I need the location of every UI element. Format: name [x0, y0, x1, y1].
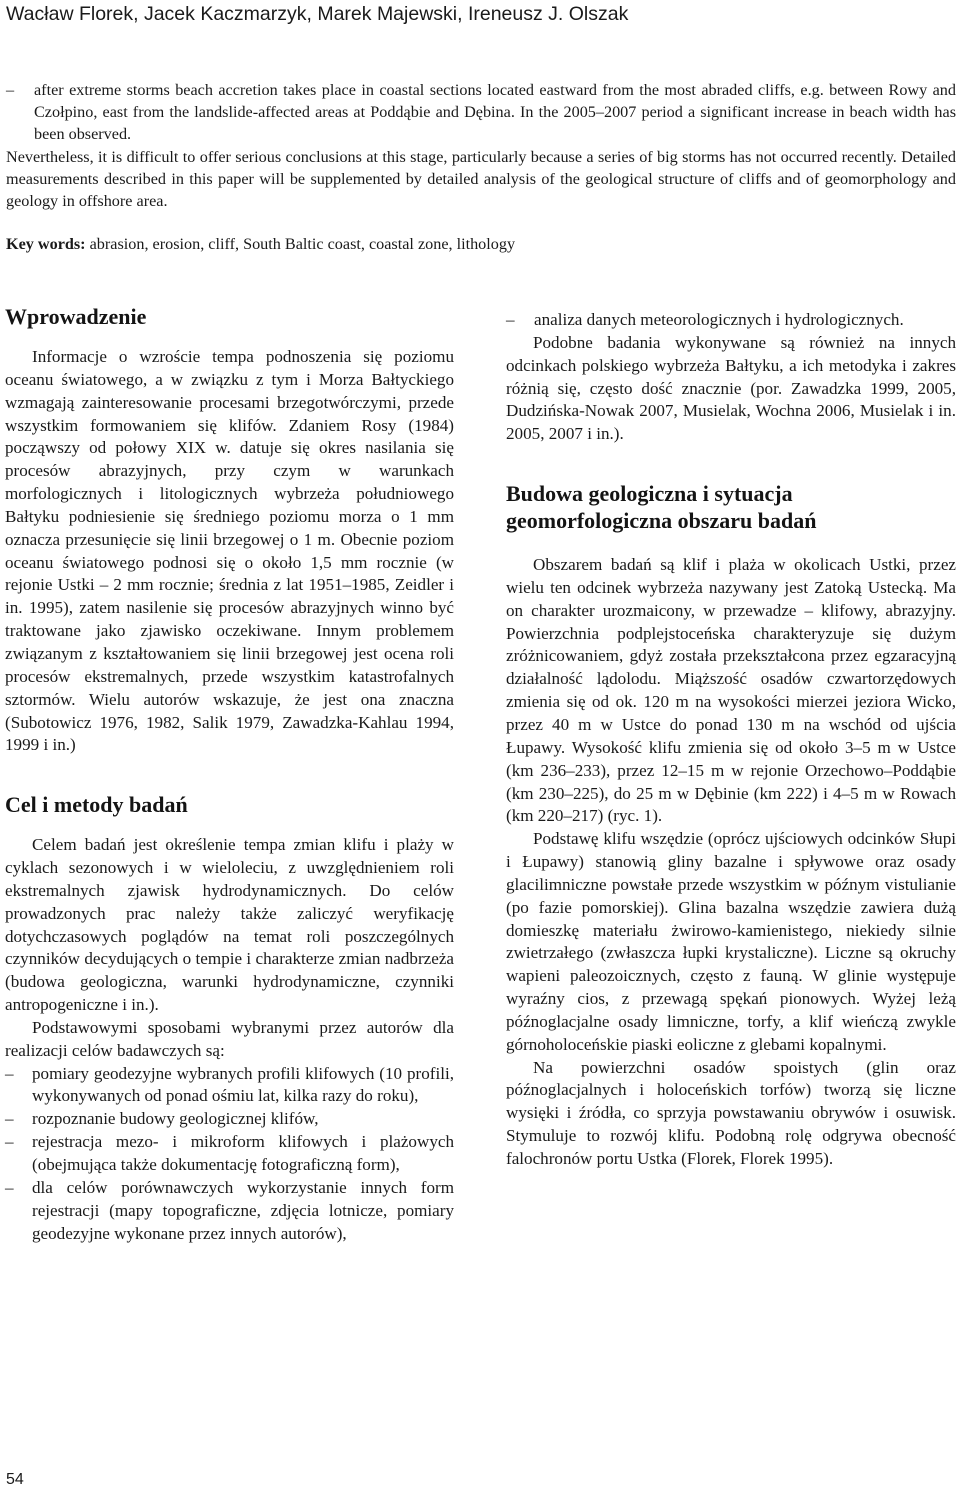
springs-paragraph: Na powierzchni osadów spoistych (glin oraz późnoglacjalnych i holoceńskich torfów) tworzą się liczne wysięki i źródła, co sprzyja powstawaniu obrywów i osuwisk. Stymuluje to rozwój klifu. Podobną rolę odgrywa obecność falochronów portu Ustka (Florek, Florek 1995). — [506, 1057, 956, 1168]
methods-list-continued — [506, 309, 956, 332]
keywords — [6, 233, 956, 255]
similar-studies-paragraph: Podobne badania wykonywane są również na innych odcinkach polskiego wybrzeża Bałtyku, a ich metodyka i zakres różnią się, często dość znacznie (por. Zawadzka 1999, 2005, Dudzińska-Nowak 2007, Musielak, Wochna 2006, Musielak i in. 2005, 2007 i in.). — [506, 332, 956, 444]
abstract — [6, 79, 956, 212]
list-item: – rozpoznanie budowy geologicznej klifów, — [5, 1108, 454, 1131]
methods-list — [5, 1063, 454, 1246]
study-area-paragraph: Obszarem badań są klif i plaża w okolicach Ustki, przez wielu ten odcinek wybrzeża nazywany jest Zatoką Ustecką. Ma on charakter urozmaicony, w przewadze – klifowy, abrazyjny. Powierzchnia podplejstoceńska charakteryzuje się dużym zróżnicowaniem, gdyż została przekształcona przez egzaracyjną działalność lądolodu. Miąższość osadów czwartorzędowych zmienia się od ok. 120 m na wysokości mierzei jeziora Wicko, przez 40 m w Ustce do ponad 130 m na wschód od ujścia Łupawy. Wysokość klifu zmienia się od około 3–5 m w Ustce (km 236–233), przez 12–15 m w rejonie Orzechowo–Poddąbie (km 230–225), do 25 m w Dębinie (km 222) i 4–5 m w Rowach (km 220–217) (ryc. 1). — [506, 555, 956, 826]
list-item: – dla celów porównawczych wykorzystanie innych form rejestracji (mapy topograficzne, zdjęcia lotnicze, pomiary geodezyjne wykonane przez innych autorów), — [5, 1177, 454, 1246]
keywords-label: Key words: — [6, 235, 86, 253]
heading-introduction: Wprowadzenie — [5, 304, 147, 329]
list-item: – rejestracja mezo- i mikroform klifowych i plażowych (obejmująca także dokumentację fotograficzną form), — [5, 1131, 454, 1177]
page-number: 54 — [6, 1471, 24, 1488]
list-item: – pomiary geodezyjne wybranych profili klifowych (10 profili, wykonywanych od ponad ośmiu lat, kilka razy do roku), — [5, 1063, 454, 1109]
intro-paragraph: Informacje o wzroście tempa podnoszenia się poziomu oceanu światowego, a w związku z tym i Morza Bałtyckiego wzmagają zainteresowanie procesami brzegotwórczymi, przede wszystkim formowaniem się klifów. Zdaniem Rosy (1984) począwszy od połowy XIX w. datuje się okres nasilania się procesów abrazyjnych, przy czym w warunkach morfologicznych i litologicznych wybrzeża południowego Bałtyku podniesienie się średniego poziomu morza o 1 mm oznacza przesunięcie się linii brzegowej o 1 m. Obecnie poziom oceanu światowego podnosi się o około 1,5 mm rocznie (w rejonie Ustki – 2 mm rocznie; średnia z lat 1951–1985, Zeidler i in. 1995), zatem nasilenie się procesów abrazyjnych winno być traktowane jako zjawisko oczekiwane. Innym problemem związanym z kształtowaniem się linii brzegowej jest ocena roli procesów ekstremalnych, przede wszystkim katastrofalnych sztormów. Wielu autorów wskazuje, że jest ona znaczna (Subotowicz 1976, 1982, Salik 1979, Zawadzka-Kahlau 1994, 1999 i in.) — [5, 347, 454, 755]
abstract-paragraph: Nevertheless, it is difficult to offer serious conclusions at this stage, particularly because a series of big storms has not occurred recently. Detailed measurements described in this paper will be supplemented by detailed analysis of the geological structure of cliffs and of geomorphology and geology in offshore area. — [6, 147, 956, 211]
cliff-base-paragraph: Podstawę klifu wszędzie (oprócz ujściowych odcinków Słupi i Łupawy) stanowią gliny bazalne i spływowe oraz osady glacilimniczne powstałe przede wszystkim w późnym vistulianie (po fazie pomorskiej). Glina bazalna wszędzie zawiera dużą domieszkę materiału żwirowo-kamienistego, niekiedy silnie zwietrzałego (zwłaszcza łupki krystaliczne). Liczne są okruchy wapieni paleozoicznych, często z fauną. W glinie występuje wyraźny cios, z przewagą spękań pionowych. Wyżej leżą późnoglacjalne osady limniczne, torfy, a klif wieńczą zwykle górnoholoceńskie piaski eoliczne z glebami kopalnymi. — [506, 829, 956, 1054]
heading-geology: Budowa geologiczna i sytuacja geomorfologiczna obszaru badań — [506, 481, 817, 534]
abstract-dash-item: – after extreme storms beach accretion takes place in coastal sections located eastward from the most abraded cliffs, e.g. between Rowy and Czołpino, east from the landslide-affected areas at Poddąbie and Dębina. In the 2005–2007 period a significant increase in beach width has been observed. — [6, 79, 956, 146]
list-item: – analiza danych meteorologicznych i hydrologicznych. — [506, 309, 956, 332]
heading-goals-methods: Cel i metody badań — [5, 792, 188, 818]
running-head-authors: Wacław Florek, Jacek Kaczmarzyk, Marek Majewski, Ireneusz J. Olszak — [6, 3, 629, 25]
left-column — [5, 303, 454, 1245]
right-column — [506, 309, 956, 1171]
goals-paragraph: Celem badań jest określenie tempa zmian klifu i plaży w cyklach sezonowych i w wieloleciu, z uwzględnieniem roli ekstremalnych zjawisk hydrodynamicznych. Do celów prowadzonych prac należy także zaliczyć weryfikację dotychczasowych poglądów na temat roli poszczególnych czynników decydujących o tempie i charakterze zmian nadbrzeża (budowa geologiczna, warunki hydrodynamiczne, czynniki antropogeniczne i in.). — [5, 835, 454, 1015]
methods-intro-paragraph: Podstawowymi sposobami wybranymi przez autorów dla realizacji celów badawczych są: — [5, 1017, 454, 1060]
keywords-text: abrasion, erosion, cliff, South Baltic coast, coastal zone, lithology — [85, 235, 516, 253]
